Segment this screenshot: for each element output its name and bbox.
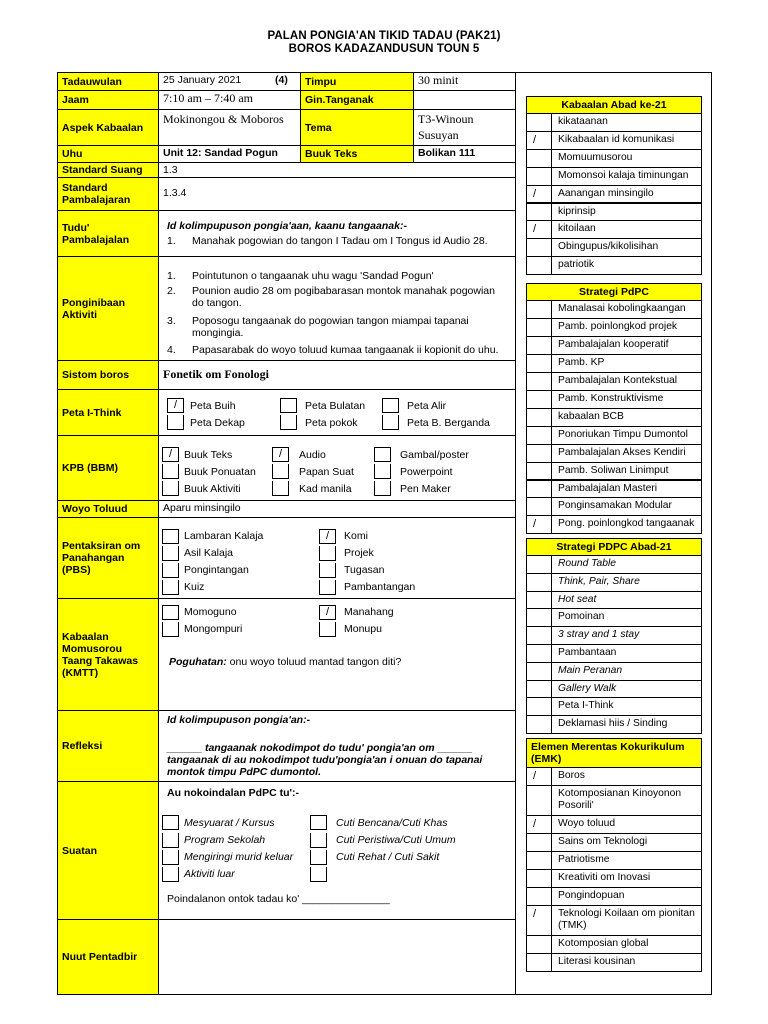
checkbox-mark[interactable] — [526, 444, 552, 463]
list-item-label: Gallery Walk — [551, 680, 702, 699]
checkbox-mark[interactable] — [526, 318, 552, 337]
mongompuri-label: Mongompuri — [184, 623, 243, 635]
list-item-label: 3 stray and 1 stay — [551, 626, 702, 645]
label-woyo-toluud: Woyo Toluud — [57, 500, 159, 518]
list-item[interactable] — [526, 185, 702, 204]
list-item-label: Manalasai kobolingkaangan — [551, 300, 702, 319]
list-item[interactable] — [526, 203, 702, 222]
pdpc21-title: Strategi PDPC Abad-21 — [526, 538, 702, 556]
checkbox-tugasan[interactable] — [319, 563, 336, 578]
mengiringi-murid-label: Mengiringi murid keluar — [184, 851, 294, 863]
abad-title: Kabaalan Abad ke-21 — [526, 96, 702, 114]
list-item-label: kikataanan — [551, 113, 702, 132]
uhu-value: Unit 12: Sandad Pogun — [158, 145, 301, 163]
checkbox-buuk-aktiviti[interactable] — [162, 481, 179, 496]
list-item[interactable] — [526, 887, 702, 906]
mesyuarat-label: Mesyuarat / Kursus — [184, 817, 275, 829]
checkbox-mark[interactable] — [526, 573, 552, 592]
list-item[interactable] — [526, 426, 702, 445]
pbs-cell — [158, 517, 516, 599]
tema-value: T3-Winoun Susuyan — [413, 109, 516, 146]
checkbox-mark[interactable] — [526, 408, 552, 427]
buuk-teks-value: Bolikan 111 — [413, 145, 516, 163]
checkbox-mark[interactable] — [526, 167, 552, 186]
peta-dekap-label: Peta Dekap — [190, 417, 245, 429]
program-sekolah-label: Program Sekolah — [184, 834, 266, 846]
tudu-heading: Id kolimpupuson pongia'aan, kaanu tangaanak:- — [167, 220, 407, 232]
checkbox-mark[interactable] — [526, 426, 552, 445]
checkbox-cuti-bencana[interactable] — [310, 815, 327, 830]
label-peta-ithink: Peta I-Think — [57, 389, 159, 436]
tudu-cell — [158, 210, 516, 257]
checkbox-mark[interactable] — [526, 480, 552, 499]
checkbox-pen-maker[interactable] — [374, 481, 391, 496]
checkbox-mark[interactable] — [526, 833, 552, 852]
list-item-label: Aanangan minsingilo — [551, 185, 702, 204]
checkbox-peta-pokok[interactable] — [280, 415, 297, 430]
checkbox-mark[interactable] — [526, 300, 552, 319]
checkbox-peta-buih[interactable]: / — [167, 398, 184, 413]
checkbox-mark[interactable] — [526, 869, 552, 888]
list-item-label: Kotomposian global — [551, 935, 702, 954]
label-suatan: Suatan — [57, 781, 159, 920]
list-item[interactable] — [526, 697, 702, 716]
list-item[interactable] — [526, 715, 702, 734]
list-item-label: Pomoinan — [551, 608, 702, 627]
checkbox-mark[interactable] — [526, 591, 552, 610]
checkbox-mark[interactable] — [526, 203, 552, 222]
checkbox-mark[interactable] — [526, 497, 552, 516]
asil-kalaja-label: Asil Kalaja — [184, 547, 234, 559]
list-item[interactable] — [526, 573, 702, 592]
checkbox-mark[interactable] — [526, 238, 552, 257]
list-item-label: Teknologi Koilaan om pionitan (TMK) — [551, 905, 702, 936]
buuk-aktiviti-label: Buuk Aktiviti — [184, 483, 241, 495]
aktiviti-luar-label: Aktiviti luar — [184, 868, 235, 880]
list-item-label: Momonsoi kalaja timinungan — [551, 167, 702, 186]
list-item-label: Sains om Teknologi — [551, 833, 702, 852]
checkbox-mark[interactable] — [526, 256, 552, 275]
checkbox-mark[interactable] — [526, 662, 552, 681]
kad-manila-label: Kad manila — [299, 483, 352, 495]
list-item[interactable] — [526, 408, 702, 427]
checkbox-asil-kalaja[interactable] — [162, 546, 179, 561]
list-item-label: Think, Pair, Share — [551, 573, 702, 592]
checkbox-buuk-ponuatan[interactable] — [162, 464, 179, 479]
list-item[interactable] — [526, 390, 702, 409]
checkbox-momoguno[interactable] — [162, 605, 179, 620]
nuut-pentadbir-cell[interactable] — [158, 919, 516, 995]
checkbox-mark[interactable]: / — [526, 515, 552, 534]
list-item[interactable] — [526, 336, 702, 355]
label-buuk-teks: Buuk Teks — [300, 145, 414, 163]
label-jaam: Jaam — [57, 90, 159, 110]
peta-buih-label: Peta Buih — [190, 400, 236, 412]
kuiz-label: Kuiz — [184, 581, 205, 593]
document-title: PALAN PONGIA'AN TIKID TADAU (PAK21) — [267, 30, 501, 42]
buuk-teks-label: Buuk Teks — [184, 449, 233, 461]
checkbox-mark[interactable] — [526, 680, 552, 699]
kmtt-cell — [158, 598, 516, 711]
list-item[interactable] — [526, 167, 702, 186]
label-standard-suang: Standard Suang — [57, 162, 159, 178]
checkbox-mark[interactable] — [526, 626, 552, 645]
powerpoint-label: Powerpoint — [400, 466, 453, 478]
label-aspek-kabaalan: Aspek Kabaalan — [57, 109, 159, 146]
list-item-label: Kikabaalan id komunikasi — [551, 131, 702, 150]
checkbox-papan-suat[interactable] — [272, 464, 289, 479]
checkbox-monupu[interactable] — [319, 622, 336, 637]
list-item[interactable] — [526, 515, 702, 534]
list-item: 2. Pounion audio 28 om pogibabarasan montok manahak pogowian do tangon. — [167, 285, 495, 309]
list-item[interactable] — [526, 680, 702, 699]
checkbox-buuk-teks[interactable]: / — [162, 447, 179, 462]
cuti-bencana-label: Cuti Bencana/Cuti Khas — [336, 817, 448, 829]
list-item-label: Kreativiti om Inovasi — [551, 869, 702, 888]
checkbox-cuti-peristiwa[interactable] — [310, 833, 327, 848]
checkbox-manahang[interactable]: / — [319, 605, 336, 620]
list-item[interactable] — [526, 591, 702, 610]
list-item-label: kabaalan BCB — [551, 408, 702, 427]
checkbox-mark[interactable] — [526, 462, 552, 481]
standard-suang-value: 1.3 — [158, 162, 516, 178]
list-item[interactable] — [526, 354, 702, 373]
checkbox-mark[interactable] — [526, 372, 552, 391]
checkbox-mark[interactable]: / — [526, 815, 552, 834]
checkbox-kuiz[interactable] — [162, 580, 179, 595]
checkbox-mark[interactable] — [526, 953, 552, 972]
checkbox-mark[interactable] — [526, 354, 552, 373]
tugasan-label: Tugasan — [344, 564, 385, 576]
refleksi-cell — [158, 710, 516, 782]
checkbox-projek[interactable] — [319, 546, 336, 561]
checkbox-audio[interactable]: / — [272, 447, 289, 462]
checkbox-mark[interactable] — [526, 785, 552, 816]
lesson-number: (4) — [275, 74, 288, 86]
list-item[interactable] — [526, 238, 702, 257]
list-item-label: Pambantaan — [551, 644, 702, 663]
list-item[interactable] — [526, 953, 702, 972]
buuk-ponuatan-label: Buuk Ponuatan — [184, 466, 256, 478]
list-item: 3. Poposogu tangaanak do pogowian tangon miampai tapanai mongingia. — [167, 315, 469, 339]
jaam-value: 7:10 am – 7:40 am — [158, 90, 301, 110]
pongintangan-label: Pongintangan — [184, 564, 249, 576]
list-item[interactable] — [526, 608, 702, 627]
list-item[interactable] — [526, 785, 702, 816]
label-kmtt: Kabaalan Momusorou Taang Takawas (KMTT) — [57, 598, 159, 711]
list-item-label: Literasi kousinan — [551, 953, 702, 972]
audio-label: Audio — [299, 449, 326, 461]
checkbox-cuti-rehat[interactable] — [310, 850, 327, 865]
checkbox-peta-bulatan[interactable] — [280, 398, 297, 413]
checkbox-aktiviti-luar[interactable] — [162, 867, 179, 882]
cuti-peristiwa-label: Cuti Peristiwa/Cuti Umum — [336, 834, 456, 846]
list-item[interactable] — [526, 497, 702, 516]
checkbox-mark[interactable] — [526, 715, 552, 734]
checkbox-mark[interactable]: / — [526, 185, 552, 204]
list-item-label: Obingupus/kikolisihan — [551, 238, 702, 257]
label-nuut-pentadbir: Nuut Pentadbir — [57, 919, 159, 995]
list-item-label: Pambalajalan kooperatif — [551, 336, 702, 355]
woyo-toluud-value: Aparu minsingilo — [158, 500, 516, 518]
label-uhu: Uhu — [57, 145, 159, 163]
pambantangan-label: Pambantangan — [344, 581, 416, 593]
timpu-value: 30 minit — [413, 72, 516, 91]
list-item[interactable] — [526, 220, 702, 239]
peta-alir-label: Peta Alir — [407, 400, 447, 412]
date-value: 25 January 2021 — [163, 74, 242, 86]
komi-label: Komi — [344, 530, 368, 542]
checkbox-mark[interactable] — [526, 851, 552, 870]
label-gin-tanganak: Gin.Tanganak — [300, 90, 414, 110]
gin-tanganak-value — [413, 90, 516, 110]
suatan-cell — [158, 781, 516, 920]
momoguno-label: Momoguno — [184, 606, 237, 618]
checkbox-mark[interactable] — [526, 149, 552, 168]
list-item-label: Pamb. poinlongkod projek — [551, 318, 702, 337]
list-item-label: Pamb. KP — [551, 354, 702, 373]
list-item-label: Patriotisme — [551, 851, 702, 870]
aspek-value: Mokinongou & Moboros — [158, 109, 301, 146]
checkbox-powerpoint[interactable] — [374, 464, 391, 479]
projek-label: Projek — [344, 547, 374, 559]
label-standard-pambalajaran: Standard Pambalajaran — [57, 177, 159, 211]
date-cell — [158, 72, 301, 91]
ponginibaan-cell — [158, 256, 516, 361]
list-item-label: Deklamasi hiis / Sinding — [551, 715, 702, 734]
list-item-label: Boros — [551, 767, 702, 786]
emk-title: Elemen Merentas Kokurikulum (EMK) — [526, 738, 702, 768]
list-item-label: kitoilaan — [551, 220, 702, 239]
list-item-label: Pambalajalan Kontekstual — [551, 372, 702, 391]
lambaran-kalaja-label: Lambaran Kalaja — [184, 530, 264, 542]
refleksi-heading: Id kolimpupuson pongia'an:- — [167, 714, 311, 726]
list-item[interactable] — [526, 480, 702, 499]
list-item-label: Ponoriukan Timpu Dumontol — [551, 426, 702, 445]
checkbox-mark[interactable] — [526, 113, 552, 132]
pen-maker-label: Pen Maker — [400, 483, 451, 495]
list-item-label: Momuumusorou — [551, 149, 702, 168]
list-item-label: Pambalajalan Masteri — [551, 480, 702, 499]
checkbox-mark[interactable] — [526, 555, 552, 574]
list-item[interactable] — [526, 662, 702, 681]
list-item[interactable] — [526, 149, 702, 168]
checkbox-pongintangan[interactable] — [162, 563, 179, 578]
refleksi-body: ______ tangaanak nokodimpot do tudu' pongia'an om ______ tangaanak di au nokodimpot tudu'pongia'an i onuan do tapanai montok timpu PdPC dumontol. — [167, 742, 483, 778]
list-item[interactable] — [526, 815, 702, 834]
monupu-label: Monupu — [344, 623, 382, 635]
list-item[interactable] — [526, 555, 702, 574]
label-ponginibaan-aktiviti: Ponginibaan Aktiviti — [57, 256, 159, 361]
suatan-footer: Poindalanon ontok tadau ko' _______________ — [167, 893, 390, 905]
list-item: 1. Pointutunon o tangaanak uhu wagu 'Sandad Pogun' — [167, 270, 434, 282]
checkbox-lambaran-kalaja[interactable] — [162, 529, 179, 544]
list-item[interactable] — [526, 626, 702, 645]
list-item[interactable] — [526, 869, 702, 888]
kmtt-question: Poguhatan: onu woyo toluud mantad tangon diti? — [169, 656, 402, 668]
checkbox-mengiringi-murid[interactable] — [162, 850, 179, 865]
list-item[interactable] — [526, 462, 702, 481]
kpb-cell — [158, 435, 516, 501]
checkbox-program-sekolah[interactable] — [162, 833, 179, 848]
list-item-label: patriotik — [551, 256, 702, 275]
peta-berganda-label: Peta B. Berganda — [407, 417, 490, 429]
list-item[interactable] — [526, 833, 702, 852]
list-item[interactable] — [526, 372, 702, 391]
checkbox-mark[interactable] — [526, 935, 552, 954]
label-tudu-pambalajalan: Tudu' Pambalajalan — [57, 210, 159, 257]
list-item-label: Ponginsamakan Modular — [551, 497, 702, 516]
checkbox-mark[interactable] — [526, 336, 552, 355]
checkbox-komi[interactable]: / — [319, 529, 336, 544]
list-item-label: Pambalajalan Akses Kendiri — [551, 444, 702, 463]
label-kpb-bbm: KPB (BBM) — [57, 435, 159, 501]
list-item[interactable] — [526, 444, 702, 463]
label-sistom-boros: Sistom boros — [57, 360, 159, 390]
checkbox-mark[interactable] — [526, 887, 552, 906]
peta-cell — [158, 389, 516, 436]
list-item-label: Peta I-Think — [551, 697, 702, 716]
label-timpu: Timpu — [300, 72, 414, 91]
checkbox-gambal-poster[interactable] — [374, 447, 391, 462]
checkbox-mark[interactable]: / — [526, 905, 552, 936]
checkbox-mark[interactable] — [526, 644, 552, 663]
list-item-label: Pamb. Soliwan Linimput — [551, 462, 702, 481]
list-item[interactable] — [526, 113, 702, 132]
checkbox-mesyuarat[interactable] — [162, 815, 179, 830]
label-pbs: Pentaksiran om Panahangan (PBS) — [57, 517, 159, 599]
checkbox-mark[interactable] — [526, 390, 552, 409]
list-item[interactable] — [526, 644, 702, 663]
document-subtitle: BOROS KADAZANDUSUN TOUN 5 — [288, 43, 480, 55]
manahang-label: Manahang — [344, 606, 394, 618]
checkbox-pambantangan[interactable] — [319, 580, 336, 595]
list-item[interactable] — [526, 767, 702, 786]
list-item[interactable] — [526, 318, 702, 337]
checkbox-mark[interactable] — [526, 608, 552, 627]
list-item[interactable] — [526, 300, 702, 319]
list-item[interactable] — [526, 905, 702, 936]
peta-bulatan-label: Peta Bulatan — [305, 400, 366, 412]
list-item-label: Pongindopuan — [551, 887, 702, 906]
list-item: 1. Manahak pogowian do tangon I Tadau om I Tongus id Audio 28. — [167, 235, 488, 247]
list-item-label: Pong. poinlongkod tangaanak — [551, 515, 702, 534]
peta-pokok-label: Peta pokok — [305, 417, 358, 429]
checkbox-mark[interactable]: / — [526, 220, 552, 239]
checkbox-peta-berganda[interactable] — [382, 415, 399, 430]
list-item: 4. Papasarabak do woyo toluud kumaa tangaanak ii kopionit do uhu. — [167, 344, 499, 356]
sistom-boros-value: Fonetik om Fonologi — [158, 360, 516, 390]
label-refleksi: Refleksi — [57, 710, 159, 782]
pdpc-title: Strategi PdPC — [526, 283, 702, 301]
label-tadauwulan: Tadauwulan — [57, 72, 159, 91]
checkbox-mark[interactable]: / — [526, 767, 552, 786]
list-item[interactable] — [526, 935, 702, 954]
papan-suat-label: Papan Suat — [299, 466, 354, 478]
checkbox-mark[interactable]: / — [526, 131, 552, 150]
checkbox-mongompuri[interactable] — [162, 622, 179, 637]
list-item-label: Pamb. Konstruktivisme — [551, 390, 702, 409]
list-item[interactable] — [526, 851, 702, 870]
suatan-heading: Au nokoindalan PdPC tu':- — [167, 787, 299, 799]
list-item-label: Kotomposianan Kinoyonon Posorili' — [551, 785, 702, 816]
checkbox-blank[interactable] — [310, 867, 327, 882]
list-item-label: Woyo toluud — [551, 815, 702, 834]
cuti-rehat-label: Cuti Rehat / Cuti Sakit — [336, 851, 440, 863]
standard-pambalajaran-value: 1.3.4 — [158, 177, 516, 211]
list-item-label: kiprinsip — [551, 203, 702, 222]
checkbox-peta-dekap[interactable] — [167, 415, 184, 430]
checkbox-peta-alir[interactable] — [382, 398, 399, 413]
list-item[interactable] — [526, 131, 702, 150]
list-item-label: Main Peranan — [551, 662, 702, 681]
list-item-label: Round Table — [551, 555, 702, 574]
list-item[interactable] — [526, 256, 702, 275]
label-tema: Tema — [300, 109, 414, 146]
checkbox-kad-manila[interactable] — [272, 481, 289, 496]
gambal-poster-label: Gambal/poster — [400, 449, 469, 461]
checkbox-mark[interactable] — [526, 697, 552, 716]
list-item-label: Hot seat — [551, 591, 702, 610]
